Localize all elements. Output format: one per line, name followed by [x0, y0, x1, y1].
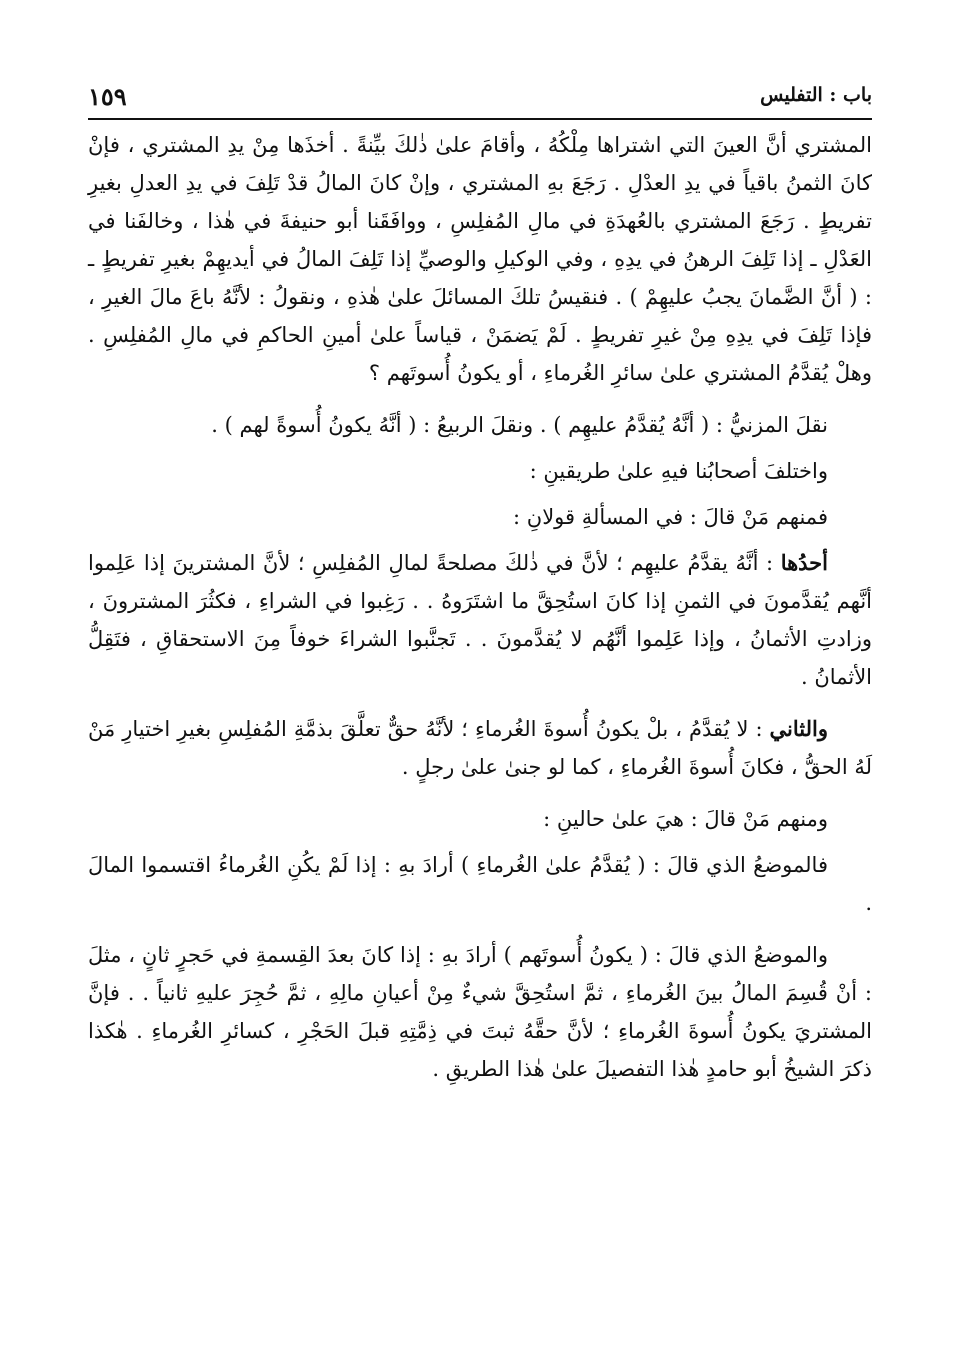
page-number: ١٥٩: [88, 82, 127, 111]
paragraph-text: المشتري أنَّ العينَ التي اشتراها مِلْكُهُ ، وأقامَ علىٰ ذٰلكَ بيِّنةً . أخذَها مِنْ يدِ المشتري ، فإنْ كانَ الثمنُ باقياً في يدِ العدْلِ . رَجَعَ بهِ المشتري ، وإنْ كانَ المالُ قدْ تَلِفَ في يدِ العدلِ بغيرِ تفريطٍ . رَجَعَ المشتري بالعُهدَةِ في مالِ المُفلِسِ ، ووافَقَنا أبو حنيفةَ في هٰذا ، وخالفَنا في العَدْلِ ـ إذا تَلِفَ الرهنُ في يدِهِ ، وفي الوكيلِ والوصيِّ إذا تَلِفَ المالُ في أيديهِمْ بغيرِ تفريطٍ ـ : ( أنَّ الضَّمانَ يجبُ عليهِمْ ) . فنقيسُ تلكَ المسائلَ علىٰ هٰذهِ ، ونقولُ : لأنَّهُ باعَ مالَ الغيرِ ، فإذا تَلِفَ في يدِهِ مِنْ غيرِ تفريطٍ . لَمْ يَضمَنْ ، قياساً علىٰ أمينِ الحاكمِ في مالِ المُفلِسِ . وهلْ يُقدَّمُ المشتري علىٰ سائرِ الغُرماءِ ، أو يكونُ أُسوتَهم ؟: [88, 133, 872, 385]
paragraph-1: [88, 126, 872, 392]
paragraph-5: [88, 544, 872, 696]
paragraph-text: : لا يُقدَّمُ ، بلْ يكونُ أُسوةَ الغُرماءِ ؛ لأنَّهُ حقٌّ تعلَّقَ بذمَّةِ المُفلِسِ بغيرِ اختيارِ مَنْ لَهُ الحقُّ ، فكانَ أُسوةَ الغُرماءِ ، كما لو جنىٰ علىٰ رجلٍ .: [88, 717, 872, 779]
paragraph-3: [88, 452, 872, 490]
paragraph-text: فالموضعُ الذي قالَ : ( يُقدَّمُ علىٰ الغُرماءِ ) أرادَ بهِ : إذا لَمْ يكُنِ الغُرماءُ اقتسموا المالَ .: [88, 853, 872, 915]
paragraph-8: [88, 846, 872, 922]
paragraph-text: : أنَّهُ يقدَّمُ عليهِم ؛ لأنَّ في ذٰلكَ مصلحةً لمالِ المُفلِسِ ؛ لأنَّ المشترينَ إذا عَلِموا أنَّهم يُقدَّمونَ في الثمنِ إذا كانَ استُحِقَّ ما اشتَرَوهُ . . رَغِبوا في الشراءِ ، فكثُرَ المشترونَ ، وزادتِ الأثمانُ ، وإذا عَلِموا أنَّهُم لا يُقدَّمونَ . . تَجنَّبوا الشراءَ خوفاً مِنَ الاستحقاقِ ، فتَقِلُّ الأثمانُ .: [88, 551, 872, 689]
paragraph-text: فمنهم مَنْ قالَ : في المسألةِ قولانِ :: [513, 505, 828, 529]
page-body: [88, 126, 872, 1102]
paragraph-lead: أحدُها: [780, 550, 828, 575]
paragraph-text: ومنهم مَنْ قالَ : هيَ علىٰ حالينِ :: [543, 807, 828, 831]
paragraph-7: [88, 800, 872, 838]
paragraph-9: [88, 936, 872, 1088]
page-header: [88, 82, 872, 118]
paragraph-text: واختلفَ أصحابُنا فيهِ علىٰ طريقينِ :: [529, 459, 828, 483]
paragraph-2: [88, 406, 872, 444]
running-head: باب : التفليس: [760, 84, 872, 106]
paragraph-text: والموضعُ الذي قالَ : ( يكونُ أُسوتَهم ) أرادَ بهِ : إذا كانَ بعدَ القِسمةِ في حَجرٍ ثانٍ ، مثلَ : أنْ قُسِمَ المالُ بينَ الغُرماءِ ، ثمَّ استُحِقَّ شيءٌ مِنْ أعيانِ مالِهِ ، ثمَّ حُجِرَ عليهِ ثانياً . . فإنَّ المشتريَ يكونُ أُسوةَ الغُرماءِ ؛ لأنَّ حقَّهُ ثبتَ في ذِمَّتِهِ قبلَ الحَجْرِ ، كسائرِ الغُرماءِ . هٰكذا ذكرَ الشيخُ أبو حامدٍ هٰذا التفصيلَ علىٰ هٰذا الطريقِ .: [88, 943, 872, 1081]
paragraph-4: [88, 498, 872, 536]
paragraph-lead: والثاني: [769, 716, 828, 741]
header-rule: [88, 118, 872, 120]
paragraph-6: [88, 710, 872, 786]
paragraph-text: نقلَ المزنيُّ : ( أنَّهُ يُقدَّمُ عليهِم ) . ونقلَ الربيعُ : ( أنَّهُ يكونُ أُسوةً لهم ) .: [211, 413, 828, 437]
